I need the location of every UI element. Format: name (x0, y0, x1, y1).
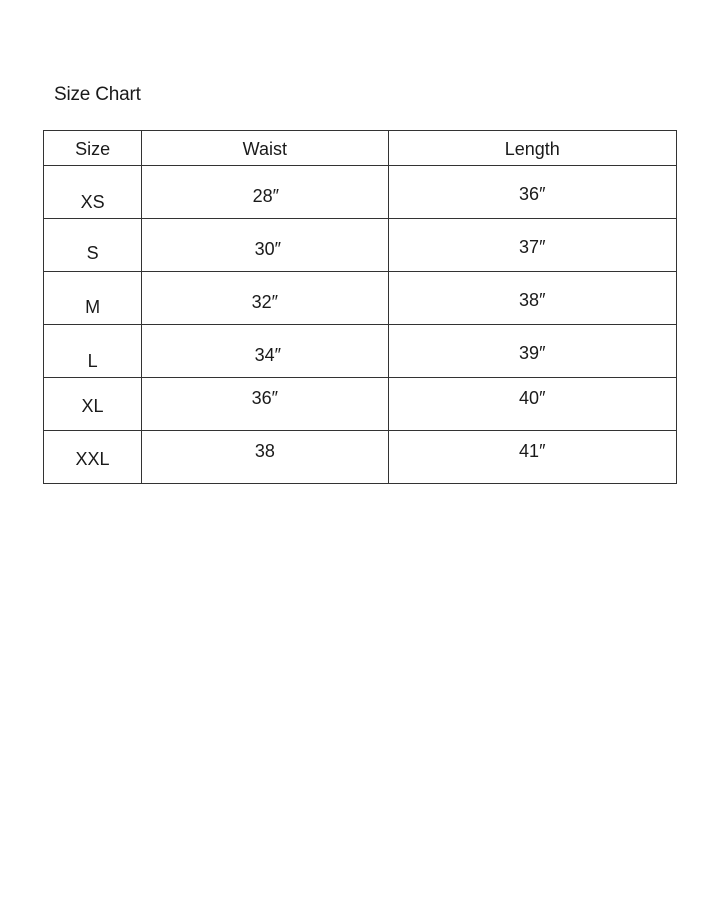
size-value: L (87, 351, 98, 371)
length-value: 40″ (519, 388, 546, 408)
size-cell (44, 431, 142, 484)
size-value: M (85, 297, 101, 317)
size-value: XS (80, 192, 105, 212)
table-header-row (44, 131, 677, 166)
length-value: 37″ (519, 237, 546, 257)
header-waist: Waist (142, 131, 388, 166)
length-cell (388, 325, 676, 378)
size-cell (44, 219, 142, 272)
waist-cell (142, 166, 388, 219)
page-title: Size Chart (54, 84, 141, 105)
length-value: 39″ (519, 343, 546, 363)
length-cell (388, 431, 676, 484)
waist-cell (142, 325, 388, 378)
waist-cell (142, 272, 388, 325)
size-value: XXL (75, 449, 110, 469)
header-size: Size (44, 131, 142, 166)
header-length: Length (388, 131, 676, 166)
size-chart-table (43, 130, 677, 484)
size-cell (44, 378, 142, 431)
waist-value: 36″ (251, 388, 279, 408)
waist-value: 30″ (254, 239, 282, 259)
table-row (44, 272, 677, 325)
table-row (44, 325, 677, 378)
length-cell (388, 166, 676, 219)
length-value: 36″ (519, 184, 546, 204)
size-cell (44, 325, 142, 378)
size-value: S (86, 243, 99, 263)
length-value: 41″ (519, 441, 546, 461)
waist-value: 28″ (252, 186, 280, 206)
table-row (44, 166, 677, 219)
waist-cell (142, 431, 388, 484)
waist-value: 38 (254, 441, 275, 461)
size-cell (44, 166, 142, 219)
size-value: XL (81, 396, 104, 416)
waist-value: 32″ (251, 292, 279, 312)
waist-cell (142, 219, 388, 272)
table-row (44, 431, 677, 484)
table-row (44, 378, 677, 431)
length-cell (388, 219, 676, 272)
length-cell (388, 272, 676, 325)
size-cell (44, 272, 142, 325)
table-row (44, 219, 677, 272)
waist-value: 34″ (254, 345, 282, 365)
length-cell (388, 378, 676, 431)
length-value: 38″ (519, 290, 546, 310)
waist-cell (142, 378, 388, 431)
